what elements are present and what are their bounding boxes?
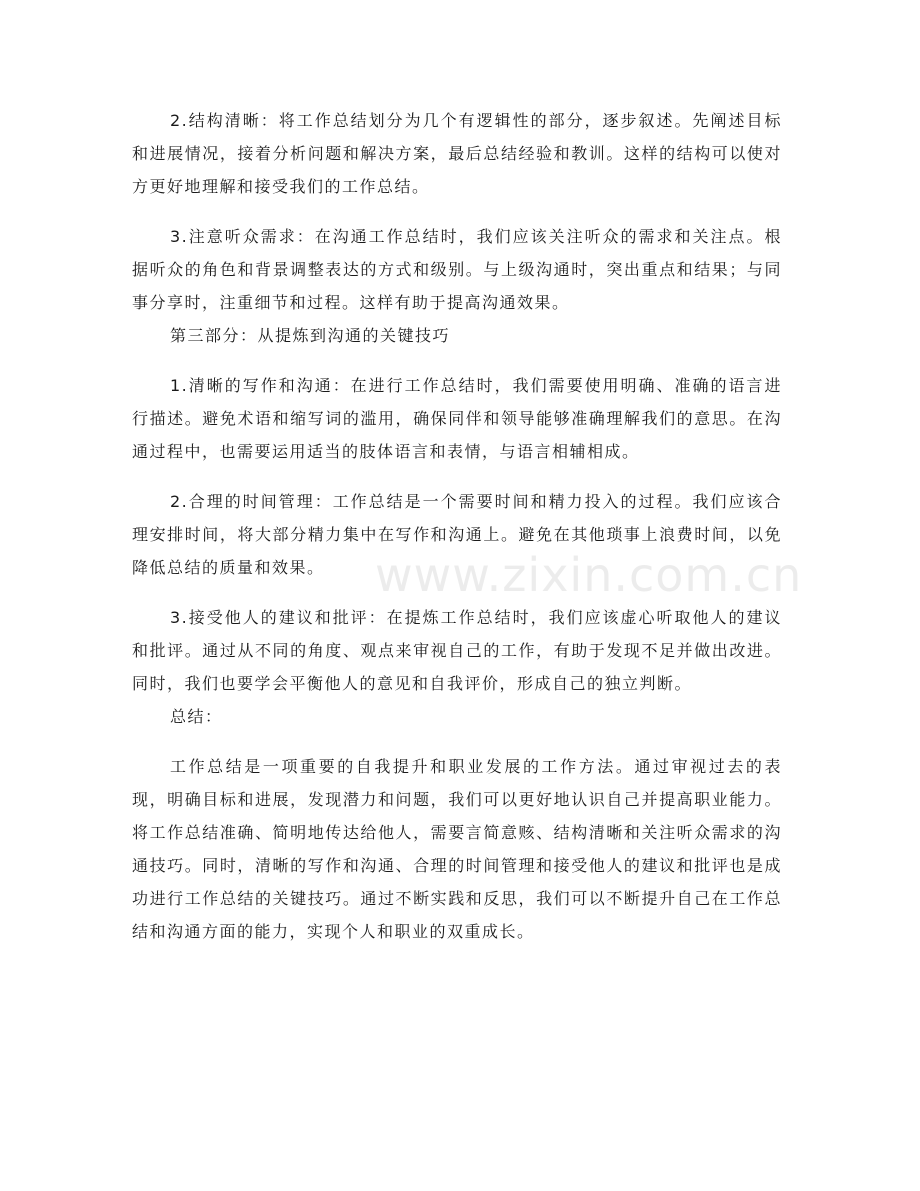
section-heading-summary: 总结： — [170, 707, 223, 726]
paragraph-structure-clarity: 2.结构清晰：将工作总结划分为几个有逻辑性的部分，逐步叙述。先阐述目标和进展情况，接着分析问题和解决方案，最后总结经验和教训。这样的结构可以使对方更好地理解和接受我们的工作总结。 — [132, 111, 782, 196]
paragraph-summary: 工作总结是一项重要的自我提升和职业发展的工作方法。通过审视过去的表现，明确目标和进展，发现潜力和问题，我们可以更好地认识自己并提高职业能力。将工作总结准确、简明地传达给他人，需要言简意赅、结构清晰和关注听众需求的沟通技巧。同时，清晰的写作和沟通、合理的时间管理和接受他人的建议和批评也是成功进行工作总结的关键技巧。通过不断实践和反思，我们可以不断提升自己在工作总结和沟通方面的能力，实现个人和职业的双重成长。 — [132, 757, 782, 941]
paragraph-audience-needs: 3.注意听众需求：在沟通工作总结时，我们应该关注听众的需求和关注点。根据听众的角色和背景调整表达的方式和级别。与上级沟通时，突出重点和结果；与同事分享时，注重细节和过程。这样有助于提高沟通效果。 — [132, 227, 782, 312]
paragraph-accept-feedback: 3.接受他人的建议和批评：在提炼工作总结时，我们应该虚心听取他人的建议和批评。通过从不同的角度、观点来审视自己的工作，有助于发现不足并做出改进。同时，我们也要学会平衡他人的意见和自我评价，形成自己的独立判断。 — [132, 608, 782, 693]
section-heading-part-three: 第三部分：从提炼到沟通的关键技巧 — [170, 326, 451, 345]
paragraph-time-management: 2.合理的时间管理：工作总结是一个需要时间和精力投入的过程。我们应该合理安排时间，将大部分精力集中在写作和沟通上。避免在其他琐事上浪费时间，以免降低总结的质量和效果。 — [132, 492, 782, 577]
paragraph-clear-writing: 1.清晰的写作和沟通：在进行工作总结时，我们需要使用明确、准确的语言进行描述。避免术语和缩写词的滥用，确保同伴和领导能够准确理解我们的意思。在沟通过程中，也需要运用适当的肢体语言和表情，与语言相辅相成。 — [132, 376, 782, 461]
watermark: www.zixin.com.cn — [375, 548, 803, 602]
document-body — [132, 104, 782, 948]
